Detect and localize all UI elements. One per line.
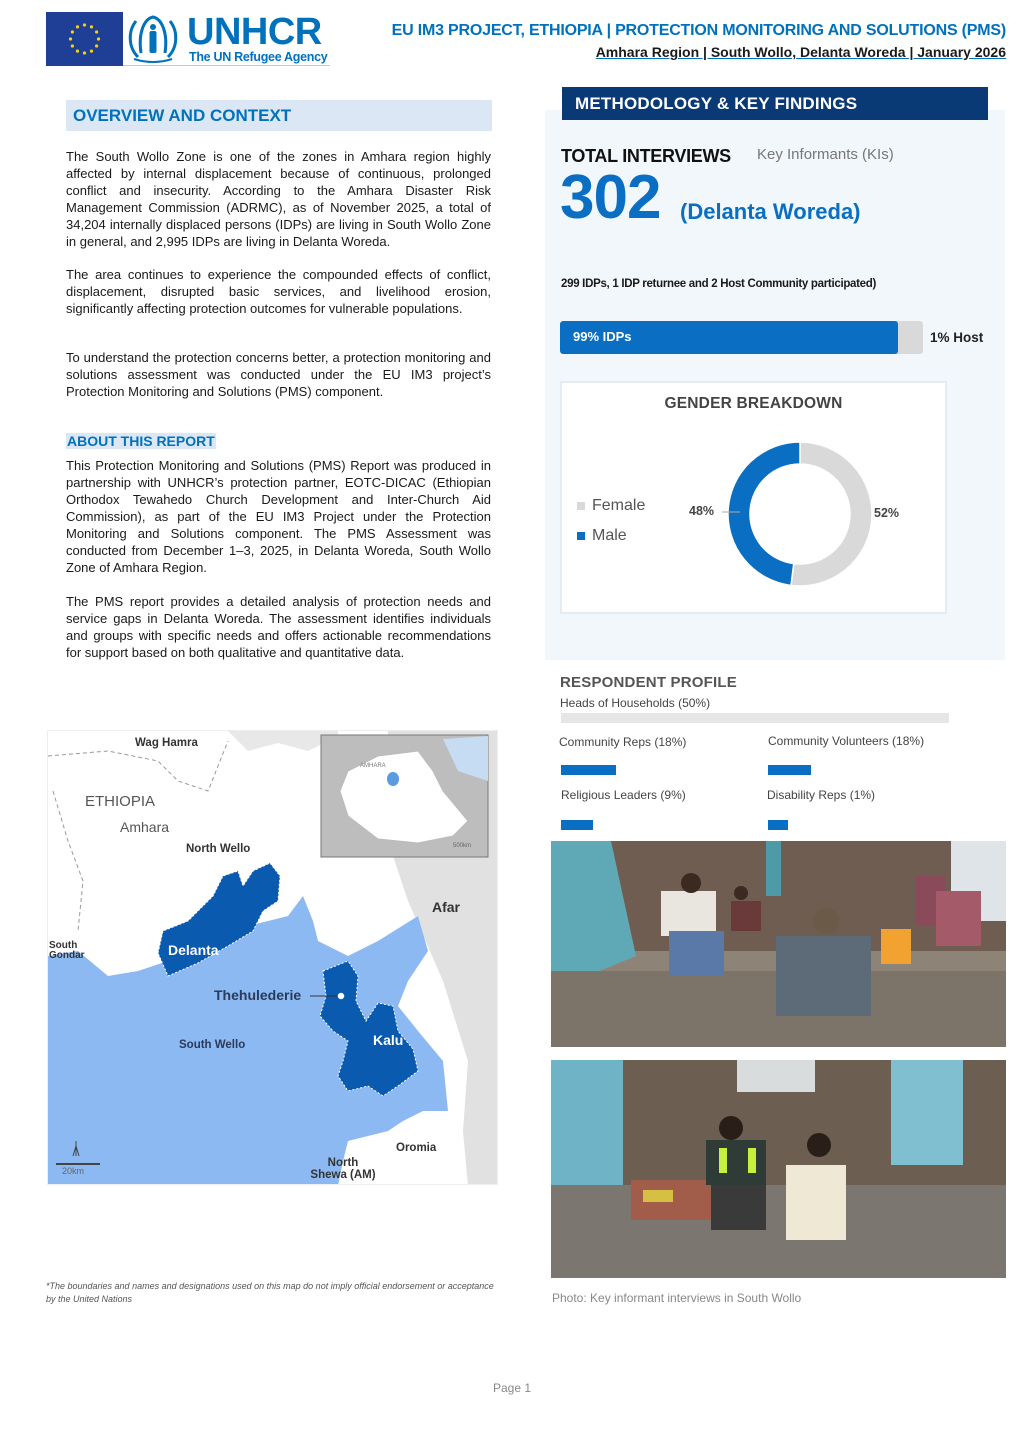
photo-caption: Photo: Key informant interviews in South Wollo	[552, 1291, 802, 1305]
document-subtitle: Amhara Region | South Wollo, Delanta Woreda | January 2026	[595, 44, 1006, 60]
unhcr-name: UNHCR	[187, 10, 322, 53]
legend-swatch-male	[577, 532, 585, 540]
unhcr-emblem-icon	[123, 12, 183, 66]
female-pct-label: 52%	[874, 506, 900, 520]
donut-slice-female	[791, 442, 872, 586]
gender-breakdown-card	[560, 381, 947, 614]
legend-item-female	[577, 491, 645, 521]
inset-label-amhara: AMHARA	[360, 763, 386, 769]
interview-photo-1	[551, 841, 1006, 1047]
heads-of-households-bar	[561, 713, 949, 723]
legend-label-female: Female	[592, 497, 646, 514]
about-heading: ABOUT THIS REPORT	[67, 433, 215, 449]
map-label-wag-hamra: Wag Hamra	[135, 737, 198, 749]
methodology-heading: METHODOLOGY & KEY FINDINGS	[562, 87, 988, 120]
map-label-south-gondar: South Gondar	[49, 940, 85, 961]
unhcr-wordmark	[183, 12, 327, 65]
community-reps-label: Community Reps (18%)	[559, 735, 687, 749]
religious-leaders-bar	[561, 820, 593, 830]
legend-item-male	[577, 521, 645, 551]
gender-chart-title: GENDER BREAKDOWN	[664, 395, 843, 412]
overview-paragraph-1: The South Wollo Zone is one of the zones in Amhara region highly affected by internal displacement because of continuous, prolonged conflict and insecurity. According to the Amhara Disaster Risk Management Commission (ADRMC), as of November 2025, a total of 34,204 internally displaced persons (IDPs) are living in South Wollo Zone in general, and 2,995 IDPs are living in Delanta Woreda.	[66, 149, 491, 249]
disability-reps-label: Disability Reps (1%)	[767, 788, 876, 802]
map-label-north-wello: North Wello	[186, 843, 251, 855]
eu-flag-logo	[46, 12, 123, 66]
map-label-delanta: Delanta	[168, 942, 219, 958]
host-share-label: 1% Host	[930, 330, 984, 345]
disability-reps-bar	[768, 820, 788, 830]
community-volunteers-label: Community Volunteers (18%)	[768, 734, 925, 748]
idp-host-split-bar	[560, 321, 923, 354]
interview-photo-2	[551, 1060, 1006, 1278]
idp-share-fill: 99% IDPs	[560, 321, 898, 354]
gender-donut-chart	[727, 441, 873, 587]
respondent-profile-heading: RESPONDENT PROFILE	[560, 674, 737, 691]
community-volunteers-bar	[768, 765, 811, 775]
total-interviews-value: 302	[560, 163, 661, 232]
religious-leaders-label: Religious Leaders (9%)	[561, 788, 686, 802]
overview-paragraph-2: The area continues to experience the compounded effects of conflict, displacement, disrupted basic services, and livelihood erosion, significantly affecting protection outcomes for vulnerable populations.	[66, 267, 491, 316]
legend-label-male: Male	[592, 527, 627, 544]
total-interviews-location: (Delanta Woreda)	[680, 199, 861, 224]
map-label-oromia: Oromia	[396, 1142, 437, 1154]
logo-block	[46, 12, 330, 66]
map-scale-label: 20km	[62, 1166, 85, 1176]
total-interviews-label: TOTAL INTERVIEWS	[561, 146, 731, 166]
gender-legend	[577, 491, 645, 551]
participants-breakdown: 299 IDPs, 1 IDP returnee and 2 Host Community participated)	[561, 278, 877, 290]
about-paragraph-1: This Protection Monitoring and Solutions (PMS) Report was produced in partnership with UNHCR’s protection partner, EOTC-DICAC (Ethiopian Orthodox Tewahedo Church Development and Inter-Church Aid Commission), as part of the EU IM3 Project under the Protection Monitoring and Solutions component. The PMS Assessment was conducted from December 1–3, 2025, in Delanta Woreda, South Wollo Zone of Amhara Region.	[66, 458, 491, 575]
location-map	[47, 730, 498, 1185]
about-paragraph-2: The PMS report provides a detailed analysis of protection needs and service gaps in Delanta Woreda. The assessment identifies individuals and groups with specific needs and offers actionable recommendations for support based on both qualitative and quantitative data.	[66, 594, 491, 660]
document-title: EU IM3 PROJECT, ETHIOPIA | PROTECTION MONITORING AND SOLUTIONS (PMS)	[391, 22, 1006, 39]
map-label-kalu: Kalu	[373, 1032, 404, 1048]
map-label-amhara: Amhara	[120, 819, 170, 835]
map-label-afar: Afar	[432, 899, 461, 915]
map-disclaimer: *The boundaries and names and designations used on this map do not imply official endorsement or acceptance by the United Nations	[46, 1281, 494, 1304]
key-informants-label: Key Informants (KIs)	[757, 146, 894, 163]
map-label-thehulederie: Thehulederie	[214, 987, 302, 1003]
legend-swatch-female	[577, 502, 585, 510]
map-label-ethiopia: ETHIOPIA	[85, 793, 156, 810]
unhcr-tagline: The UN Refugee Agency	[189, 49, 328, 64]
community-reps-bar	[561, 765, 616, 775]
overview-paragraph-3: To understand the protection concerns better, a protection monitoring and solutions assessment was conducted under the EU IM3 project’s Protection Monitoring and Solutions (PMS) component.	[66, 350, 491, 399]
page-number: Page 1	[492, 1381, 532, 1395]
inset-scale-label: 500km	[453, 843, 472, 849]
map-label-north-shewa: North Shewa (AM)	[310, 1157, 376, 1181]
map-label-south-wello: South Wello	[179, 1039, 246, 1051]
male-pct-label: 48%	[689, 504, 715, 518]
overview-heading: OVERVIEW AND CONTEXT	[66, 100, 492, 131]
heads-of-households-label: Heads of Households (50%)	[560, 696, 711, 710]
male-leader-line	[722, 510, 742, 514]
